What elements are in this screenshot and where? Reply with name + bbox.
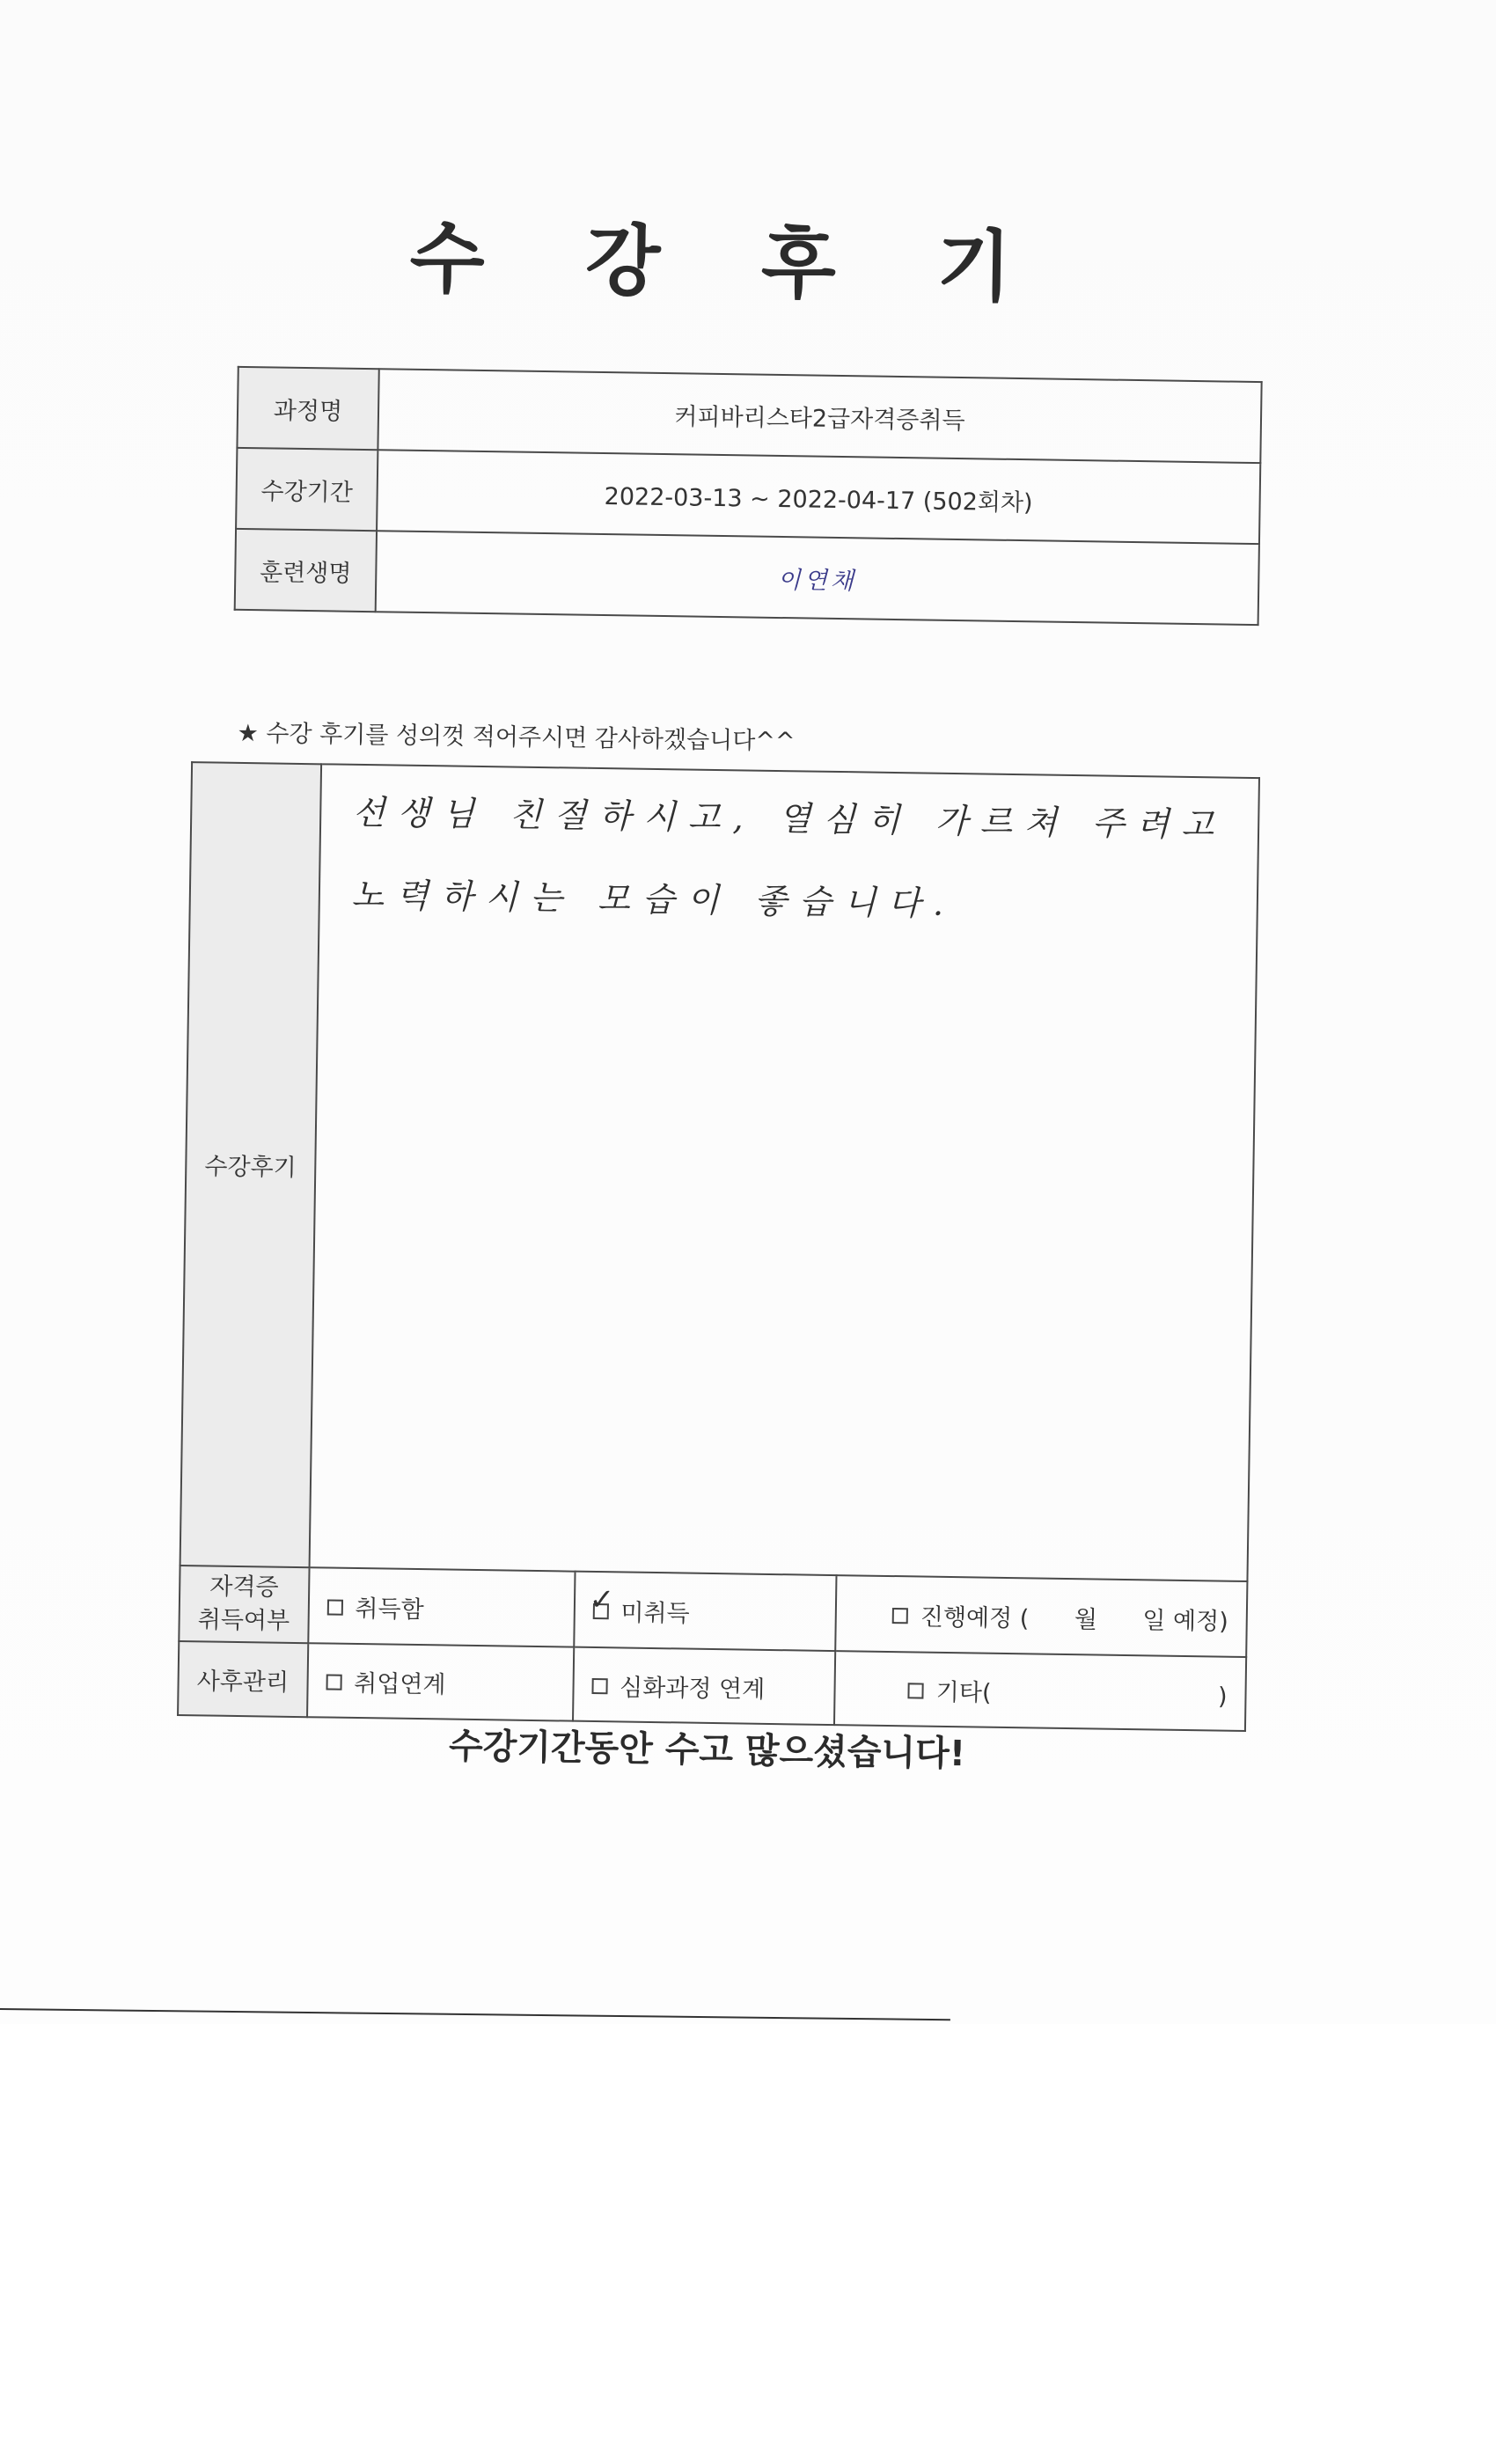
checkmark-icon: ✓ (589, 1581, 615, 1618)
checkbox-square-icon (892, 1608, 908, 1624)
course-value: 커피바리스타2급자격증취득 (378, 369, 1261, 463)
follow-up-label: 사후관리 (178, 1641, 308, 1717)
checkbox-in-progress[interactable] (892, 1597, 1228, 1637)
trainee-signature: 이연채 (376, 531, 1259, 625)
option-not-acquired-label: 미취득 (620, 1598, 690, 1628)
review-text-area (309, 764, 1259, 1581)
option-advanced-course-label: 심화과정 연계 (619, 1673, 766, 1704)
checkbox-square-icon (908, 1683, 924, 1698)
certificate-label-line-2: 취득여부 (197, 1606, 290, 1635)
checkbox-checked-icon (589, 1581, 615, 1619)
page-title: 수 강 후 기 (408, 212, 1050, 313)
option-advanced-course (573, 1647, 835, 1725)
checkbox-square-icon (591, 1678, 607, 1694)
review-label: 수강후기 (180, 762, 321, 1567)
course-label: 과정명 (237, 367, 378, 450)
checkbox-other[interactable] (908, 1672, 1228, 1711)
review-handwritten-line-2: 노력하시는 모습이 좋습니다. (351, 875, 957, 924)
checkbox-acquired[interactable] (326, 1588, 424, 1624)
closing-message: 수강기간동안 수고 많으셨습니다! (448, 1726, 966, 1775)
checkbox-not-acquired[interactable] (589, 1581, 690, 1628)
course-row (237, 367, 1261, 463)
checkbox-job-link[interactable] (326, 1663, 446, 1699)
period-row (236, 448, 1260, 544)
period-label: 수강기간 (236, 448, 378, 531)
checkbox-square-icon (326, 1674, 341, 1690)
option-not-acquired (574, 1572, 836, 1651)
notice-text: ★ 수강 후기를 성의껏 적어주시면 감사하겠습니다^^ (237, 719, 796, 756)
review-row (180, 762, 1259, 1581)
option-in-progress-label: 진행예정 ( 월 일 예정) (920, 1603, 1228, 1636)
certificate-label-line-1: 자격증 (209, 1573, 279, 1602)
option-job-link-label: 취업연계 (353, 1669, 446, 1699)
checkbox-square-icon (326, 1600, 342, 1616)
option-other-label: 기타( ) (935, 1678, 1228, 1711)
course-info-table (234, 366, 1263, 626)
trainee-label: 훈련생명 (235, 529, 377, 612)
review-form (165, 176, 1272, 1864)
checkbox-advanced-course[interactable] (591, 1667, 766, 1704)
review-handwritten-line-1: 선생님 친절하시고, 열심히 가르쳐 주려고 (352, 792, 1227, 845)
option-other (834, 1651, 1247, 1731)
review-table (177, 761, 1260, 1732)
option-in-progress (835, 1575, 1248, 1657)
period-value: 2022-03-13 ~ 2022-04-17 (502회차) (377, 450, 1260, 544)
option-acquired-label: 취득함 (355, 1595, 424, 1624)
certificate-label (179, 1566, 309, 1643)
trainee-row (235, 529, 1259, 625)
option-acquired (308, 1567, 575, 1646)
option-job-link (307, 1643, 574, 1720)
